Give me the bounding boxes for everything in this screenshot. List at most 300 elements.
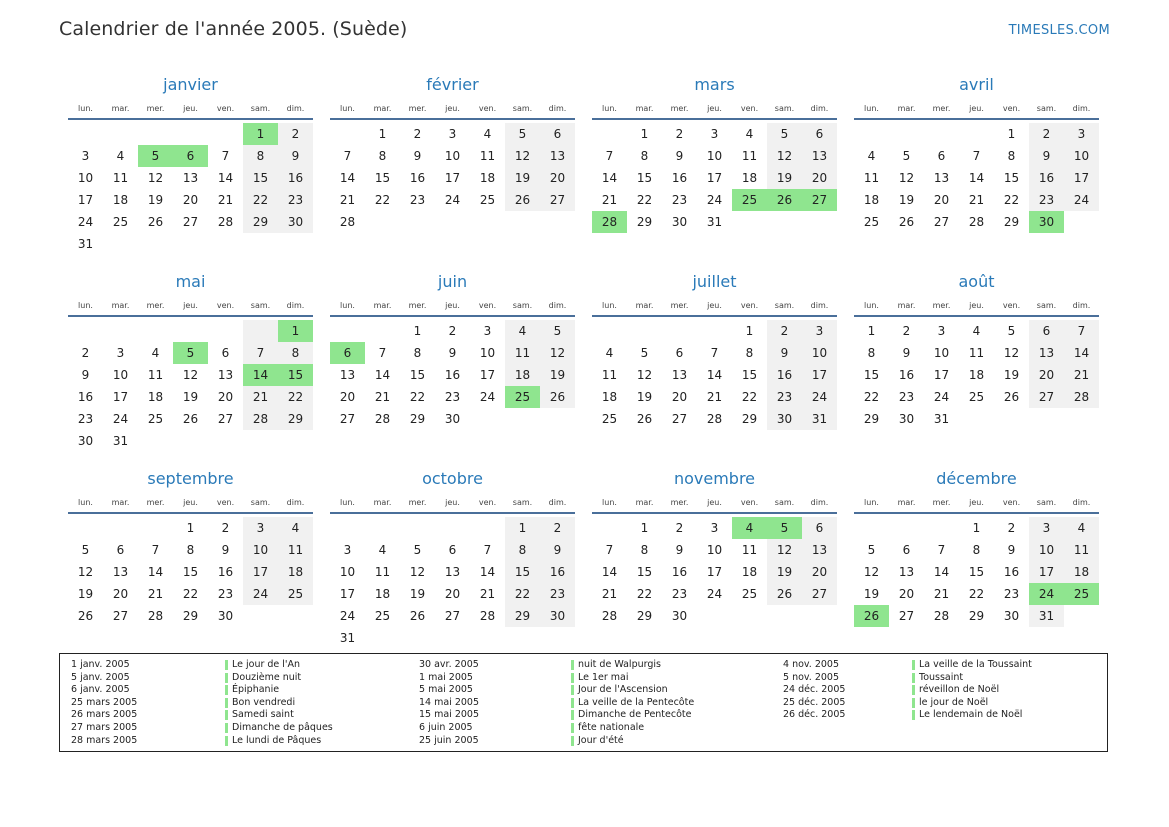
holiday-date: 6 janv. 2005 — [71, 684, 130, 696]
day-cell: 28 — [968, 215, 985, 229]
day-cell: 3 — [1064, 123, 1099, 145]
day-cell: 28 — [243, 408, 278, 430]
weekday-label: lun. — [602, 104, 617, 113]
holiday-name: fête nationale — [578, 722, 645, 733]
empty-day-cell — [959, 123, 994, 145]
day-cell: 19 — [147, 193, 164, 207]
empty-day-cell — [959, 408, 994, 430]
day-cell: 24 — [706, 587, 723, 601]
day-cell: 19 — [767, 167, 802, 189]
day-cell: 23 — [217, 587, 234, 601]
month-calendar — [592, 70, 837, 267]
empty-day-cell — [243, 430, 278, 452]
holiday-date: 30 avr. 2005 — [419, 659, 479, 670]
day-cell: 17 — [479, 368, 496, 382]
day-cell: 21 — [933, 587, 950, 601]
weekday-label: sam. — [1036, 301, 1057, 310]
day-cell: 11 — [479, 149, 496, 163]
holiday-name: Toussaint — [919, 671, 964, 683]
day-cell: 4 — [972, 324, 981, 338]
weekday-label: mar. — [111, 104, 130, 113]
day-cell: 6 — [448, 543, 457, 557]
day-cell: 10 — [1064, 145, 1099, 167]
day-cell: 23 — [540, 583, 575, 605]
day-cell: 17 — [802, 364, 837, 386]
weekday-label: ven. — [478, 104, 497, 113]
weekday-header — [68, 494, 313, 514]
day-cell: 11 — [863, 171, 880, 185]
weekday-label: lun. — [864, 498, 879, 507]
empty-day-cell — [68, 123, 103, 145]
day-cell: 10 — [77, 171, 94, 185]
empty-day-cell — [505, 408, 540, 430]
day-cell: 27 — [217, 412, 234, 426]
day-cell: 20 — [671, 390, 688, 404]
day-cell: 15 — [741, 368, 758, 382]
empty-day-cell — [540, 211, 575, 233]
day-cell: 15 — [182, 565, 199, 579]
holiday-day-cell: 1 — [278, 320, 313, 342]
weekday-label: dim. — [810, 301, 829, 310]
month-calendar — [592, 267, 837, 464]
holiday-date: 25 juin 2005 — [419, 734, 479, 746]
month-name: décembre — [936, 469, 1017, 488]
holiday-name: Douzième nuit — [232, 671, 302, 683]
month-name: juin — [437, 272, 468, 291]
empty-day-cell — [208, 233, 243, 255]
day-cell: 29 — [741, 412, 758, 426]
holiday-entry — [60, 672, 1107, 685]
day-cell: 21 — [968, 193, 985, 207]
holiday-entry — [60, 722, 1107, 735]
day-grid — [68, 123, 313, 255]
holiday-date: 26 déc. 2005 — [783, 709, 846, 721]
weekday-label: ven. — [740, 301, 759, 310]
weekday-label: lun. — [78, 104, 93, 113]
day-cell: 17 — [933, 368, 950, 382]
day-cell: 13 — [112, 565, 129, 579]
day-cell: 28 — [374, 412, 391, 426]
day-cell: 21 — [479, 587, 496, 601]
weekday-label: dim. — [286, 498, 305, 507]
day-cell: 26 — [1003, 390, 1020, 404]
holiday-date: 4 nov. 2005 — [783, 659, 839, 670]
day-cell: 4 — [605, 346, 614, 360]
day-cell: 9 — [413, 149, 422, 163]
day-cell: 7 — [605, 149, 614, 163]
day-cell: 5 — [867, 543, 876, 557]
day-cell: 14 — [479, 565, 496, 579]
holiday-day-cell: 5 — [173, 342, 208, 364]
day-cell: 11 — [1064, 539, 1099, 561]
day-cell: 26 — [77, 609, 94, 623]
weekday-label: mer. — [146, 301, 165, 310]
day-cell: 5 — [902, 149, 911, 163]
day-cell: 13 — [540, 145, 575, 167]
month-calendar — [592, 464, 837, 661]
weekday-label: jeu. — [707, 104, 722, 113]
day-cell: 24 — [706, 193, 723, 207]
day-cell: 24 — [479, 390, 496, 404]
day-cell: 14 — [339, 171, 356, 185]
day-cell: 6 — [937, 149, 946, 163]
day-cell: 10 — [339, 565, 356, 579]
day-cell: 14 — [601, 565, 618, 579]
weekday-label: jeu. — [969, 104, 984, 113]
day-cell: 24 — [1064, 189, 1099, 211]
day-cell: 14 — [374, 368, 391, 382]
weekday-label: lun. — [602, 498, 617, 507]
day-cell: 21 — [217, 193, 234, 207]
day-cell: 31 — [802, 408, 837, 430]
month-name: octobre — [422, 469, 483, 488]
holiday-day-cell: 6 — [173, 145, 208, 167]
day-cell: 10 — [802, 342, 837, 364]
weekday-label: ven. — [478, 301, 497, 310]
day-cell: 8 — [413, 346, 422, 360]
empty-day-cell — [697, 320, 732, 342]
empty-day-cell — [103, 320, 138, 342]
day-cell: 26 — [505, 189, 540, 211]
day-cell: 16 — [898, 368, 915, 382]
month-name: mai — [175, 272, 206, 291]
day-cell: 16 — [444, 368, 461, 382]
holiday-name: Le jour de l'An — [232, 659, 301, 670]
empty-day-cell — [400, 211, 435, 233]
day-cell: 19 — [182, 390, 199, 404]
empty-day-cell — [330, 517, 365, 539]
day-cell: 1 — [640, 521, 649, 535]
empty-day-cell — [138, 123, 173, 145]
day-cell: 30 — [671, 215, 688, 229]
empty-day-cell — [732, 211, 767, 233]
holiday-day-cell: 6 — [330, 342, 365, 364]
day-cell: 1 — [640, 127, 649, 141]
weekday-label: ven. — [216, 104, 235, 113]
day-cell: 16 — [278, 167, 313, 189]
day-cell: 7 — [1064, 320, 1099, 342]
day-cell: 15 — [409, 368, 426, 382]
day-cell: 6 — [116, 543, 125, 557]
empty-day-cell — [243, 320, 278, 342]
weekday-label: lun. — [864, 104, 879, 113]
day-cell: 20 — [339, 390, 356, 404]
day-cell: 25 — [147, 412, 164, 426]
empty-day-cell — [732, 605, 767, 627]
day-cell: 23 — [77, 412, 94, 426]
day-cell: 9 — [902, 346, 911, 360]
weekday-label: sam. — [512, 301, 533, 310]
day-cell: 17 — [77, 193, 94, 207]
day-cell: 22 — [636, 193, 653, 207]
weekday-header — [68, 100, 313, 120]
day-cell: 13 — [339, 368, 356, 382]
day-cell: 12 — [767, 145, 802, 167]
day-cell: 18 — [147, 390, 164, 404]
day-cell: 29 — [636, 215, 653, 229]
day-cell: 28 — [933, 609, 950, 623]
day-cell: 22 — [1003, 193, 1020, 207]
day-cell: 18 — [741, 565, 758, 579]
holiday-name: Le 1er mai — [578, 671, 629, 683]
weekday-label: jeu. — [183, 104, 198, 113]
holiday-name: réveillon de Noël — [919, 684, 1000, 696]
day-cell: 29 — [1003, 215, 1020, 229]
day-cell: 7 — [343, 149, 352, 163]
day-cell: 6 — [675, 346, 684, 360]
day-cell: 22 — [243, 189, 278, 211]
empty-day-cell — [103, 233, 138, 255]
day-cell: 9 — [540, 539, 575, 561]
weekday-label: mer. — [932, 498, 951, 507]
month-name: novembre — [673, 469, 756, 488]
months-grid — [68, 70, 1102, 661]
day-cell: 17 — [706, 171, 723, 185]
holiday-day-cell: 15 — [278, 364, 313, 386]
weekday-label: ven. — [1002, 104, 1021, 113]
day-grid — [854, 320, 1099, 430]
day-cell: 10 — [243, 539, 278, 561]
day-grid — [854, 517, 1099, 627]
day-cell: 16 — [77, 390, 94, 404]
holiday-date: 15 mai 2005 — [419, 709, 480, 721]
day-cell: 4 — [151, 346, 160, 360]
weekday-label: dim. — [810, 104, 829, 113]
weekday-label: sam. — [250, 104, 271, 113]
day-cell: 1 — [972, 521, 981, 535]
holiday-date: 27 mars 2005 — [71, 722, 138, 733]
weekday-label: jeu. — [445, 301, 460, 310]
day-cell: 9 — [81, 368, 90, 382]
day-cell: 2 — [1029, 123, 1064, 145]
day-cell: 30 — [898, 412, 915, 426]
empty-day-cell — [854, 123, 889, 145]
day-cell: 28 — [1064, 386, 1099, 408]
day-cell: 27 — [1029, 386, 1064, 408]
holiday-day-cell: 26 — [767, 189, 802, 211]
day-cell: 25 — [112, 215, 129, 229]
holiday-name: Samedi saint — [232, 709, 294, 721]
day-cell: 8 — [378, 149, 387, 163]
empty-day-cell — [365, 211, 400, 233]
weekday-label: jeu. — [183, 498, 198, 507]
day-cell: 19 — [409, 587, 426, 601]
day-cell: 28 — [601, 609, 618, 623]
weekday-label: jeu. — [707, 498, 722, 507]
weekday-label: mar. — [635, 498, 654, 507]
empty-day-cell — [627, 320, 662, 342]
day-cell: 24 — [339, 609, 356, 623]
day-cell: 12 — [147, 171, 164, 185]
empty-day-cell — [400, 517, 435, 539]
day-cell: 11 — [968, 346, 985, 360]
day-cell: 14 — [968, 171, 985, 185]
day-cell: 14 — [147, 565, 164, 579]
day-cell: 26 — [147, 215, 164, 229]
weekday-label: ven. — [740, 104, 759, 113]
day-cell: 20 — [182, 193, 199, 207]
empty-day-cell — [924, 517, 959, 539]
holiday-date: 25 déc. 2005 — [783, 696, 846, 708]
empty-day-cell — [1029, 408, 1064, 430]
weekday-label: lun. — [864, 301, 879, 310]
day-cell: 27 — [898, 609, 915, 623]
day-grid — [68, 320, 313, 452]
empty-day-cell — [889, 123, 924, 145]
holiday-day-cell: 14 — [243, 364, 278, 386]
day-cell: 18 — [505, 364, 540, 386]
month-calendar — [854, 267, 1099, 464]
weekday-label: ven. — [216, 301, 235, 310]
day-cell: 30 — [671, 609, 688, 623]
day-cell: 31 — [77, 237, 94, 251]
day-cell: 25 — [968, 390, 985, 404]
weekday-header — [854, 297, 1099, 317]
day-cell: 12 — [767, 539, 802, 561]
empty-day-cell — [68, 517, 103, 539]
empty-day-cell — [330, 320, 365, 342]
weekday-label: dim. — [1072, 498, 1091, 507]
day-cell: 12 — [898, 171, 915, 185]
day-cell: 3 — [1029, 517, 1064, 539]
day-cell: 29 — [243, 211, 278, 233]
empty-day-cell — [592, 320, 627, 342]
day-cell: 6 — [802, 123, 837, 145]
holiday-name: La veille de la Toussaint — [919, 659, 1032, 670]
day-cell: 1 — [745, 324, 754, 338]
holiday-date: 25 mars 2005 — [71, 696, 138, 708]
day-cell: 11 — [374, 565, 391, 579]
holiday-entry — [60, 735, 1107, 748]
holiday-day-cell: 1 — [243, 123, 278, 145]
empty-day-cell — [138, 430, 173, 452]
day-cell: 26 — [767, 583, 802, 605]
weekday-label: lun. — [78, 498, 93, 507]
day-cell: 12 — [505, 145, 540, 167]
day-cell: 8 — [186, 543, 195, 557]
day-cell: 27 — [671, 412, 688, 426]
day-cell: 3 — [802, 320, 837, 342]
empty-day-cell — [208, 123, 243, 145]
day-cell: 13 — [182, 171, 199, 185]
day-cell: 2 — [540, 517, 575, 539]
day-cell: 11 — [278, 539, 313, 561]
day-cell: 8 — [243, 145, 278, 167]
day-cell: 11 — [741, 543, 758, 557]
weekday-header — [68, 297, 313, 317]
day-cell: 19 — [540, 364, 575, 386]
day-cell: 8 — [505, 539, 540, 561]
day-cell: 1 — [867, 324, 876, 338]
weekday-label: ven. — [1002, 498, 1021, 507]
day-cell: 1 — [186, 521, 195, 535]
empty-day-cell — [278, 430, 313, 452]
day-cell: 21 — [243, 386, 278, 408]
day-cell: 14 — [933, 565, 950, 579]
day-cell: 18 — [1064, 561, 1099, 583]
weekday-label: dim. — [810, 498, 829, 507]
day-cell: 27 — [112, 609, 129, 623]
holiday-day-cell: 25 — [1064, 583, 1099, 605]
weekday-label: ven. — [478, 498, 497, 507]
day-cell: 2 — [767, 320, 802, 342]
day-cell: 16 — [409, 171, 426, 185]
empty-day-cell — [365, 517, 400, 539]
month-calendar — [68, 70, 313, 267]
day-cell: 20 — [802, 167, 837, 189]
day-cell: 1 — [378, 127, 387, 141]
weekday-label: mer. — [408, 104, 427, 113]
day-cell: 3 — [243, 517, 278, 539]
day-cell: 19 — [505, 167, 540, 189]
day-cell: 17 — [706, 565, 723, 579]
day-cell: 8 — [745, 346, 754, 360]
holiday-day-cell: 28 — [592, 211, 627, 233]
day-grid — [330, 123, 575, 233]
day-cell: 26 — [540, 386, 575, 408]
weekday-label: mer. — [408, 301, 427, 310]
holiday-date: 6 juin 2005 — [419, 722, 473, 733]
day-cell: 21 — [147, 587, 164, 601]
empty-day-cell — [854, 517, 889, 539]
day-cell: 22 — [636, 587, 653, 601]
day-cell: 15 — [863, 368, 880, 382]
day-cell: 26 — [636, 412, 653, 426]
day-cell: 7 — [483, 543, 492, 557]
weekday-label: dim. — [286, 301, 305, 310]
holiday-name: La veille de la Pentecôte — [578, 696, 695, 708]
day-cell: 19 — [767, 561, 802, 583]
day-cell: 13 — [898, 565, 915, 579]
day-cell: 21 — [601, 587, 618, 601]
empty-day-cell — [889, 517, 924, 539]
holiday-day-cell: 25 — [732, 189, 767, 211]
month-calendar — [68, 267, 313, 464]
day-cell: 17 — [339, 587, 356, 601]
day-cell: 1 — [505, 517, 540, 539]
day-cell: 9 — [767, 342, 802, 364]
day-cell: 23 — [1003, 587, 1020, 601]
day-cell: 18 — [479, 171, 496, 185]
weekday-label: sam. — [774, 498, 795, 507]
day-cell: 22 — [505, 583, 540, 605]
day-cell: 3 — [483, 324, 492, 338]
month-calendar — [330, 464, 575, 661]
holiday-name: le jour de Noël — [919, 696, 989, 708]
day-cell: 4 — [505, 320, 540, 342]
empty-day-cell — [470, 408, 505, 430]
day-cell: 24 — [243, 583, 278, 605]
day-cell: 9 — [448, 346, 457, 360]
day-cell: 5 — [81, 543, 90, 557]
day-cell: 3 — [710, 127, 719, 141]
empty-day-cell — [138, 233, 173, 255]
day-cell: 8 — [972, 543, 981, 557]
day-cell: 20 — [898, 587, 915, 601]
day-cell: 12 — [540, 342, 575, 364]
day-cell: 22 — [278, 386, 313, 408]
brand-link[interactable]: TIMESLES.COM — [1008, 23, 1110, 38]
empty-day-cell — [540, 627, 575, 649]
day-cell: 25 — [278, 583, 313, 605]
weekday-label: sam. — [512, 498, 533, 507]
day-cell: 18 — [374, 587, 391, 601]
day-cell: 13 — [802, 539, 837, 561]
day-cell: 7 — [151, 543, 160, 557]
holiday-date: 5 nov. 2005 — [783, 671, 839, 683]
day-cell: 16 — [1029, 167, 1064, 189]
weekday-label: mar. — [635, 301, 654, 310]
